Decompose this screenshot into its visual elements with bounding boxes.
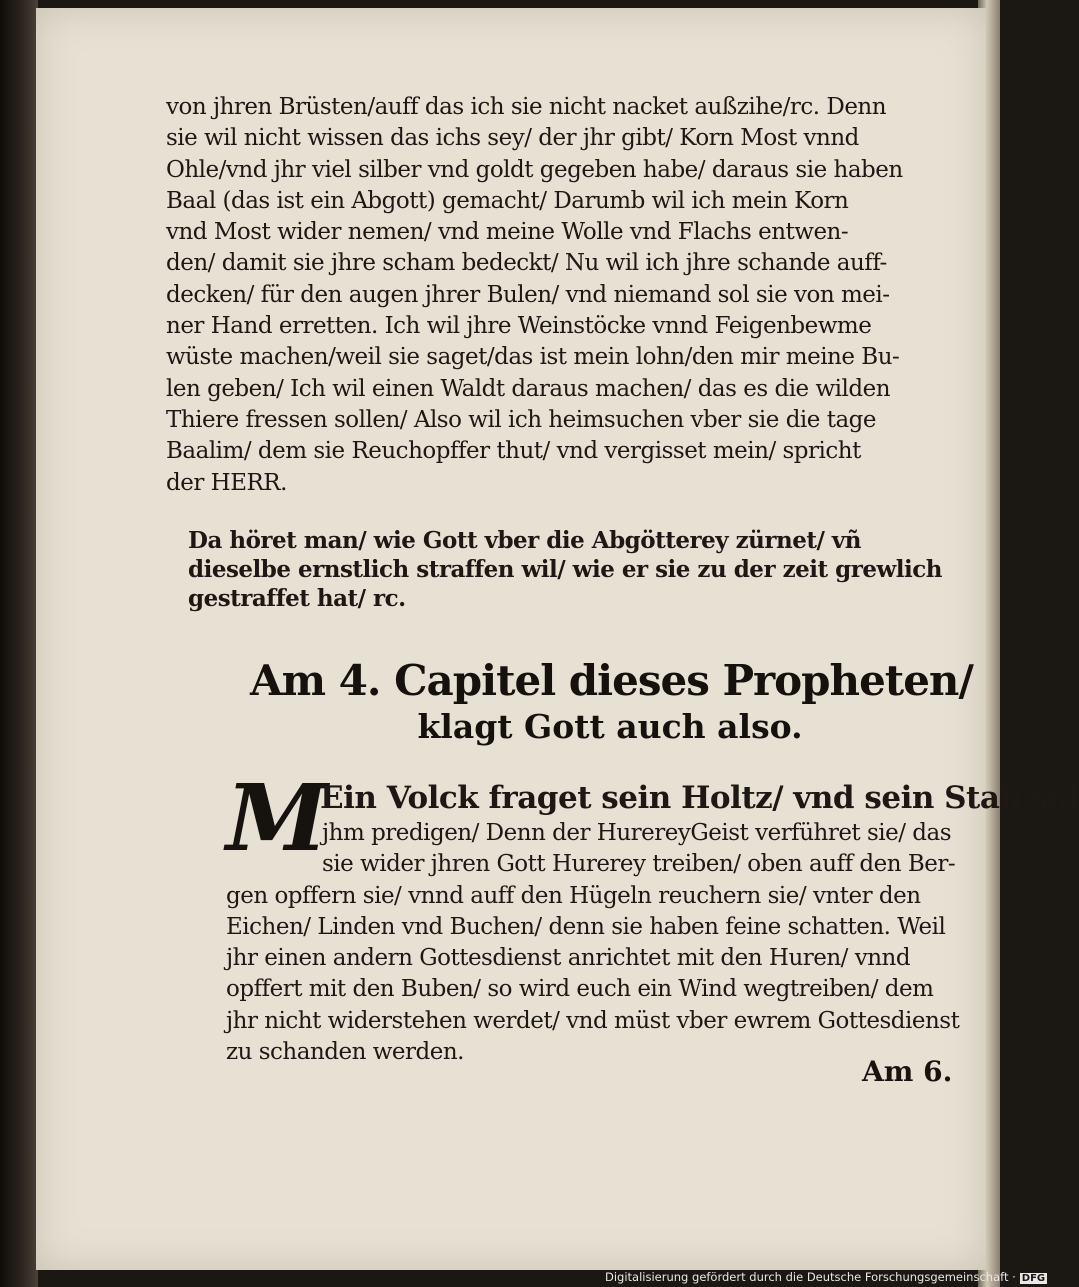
text-line: jhr einen andern Gottesdienst anrichtet mit den Huren/ vnnd xyxy=(226,945,911,972)
text-line: der HERR. xyxy=(166,469,287,496)
text-line: ner Hand erretten. Ich wil jhre Weinstöcke vnnd Feigenbewme xyxy=(166,313,872,340)
text-line: vnd Most wider nemen/ vnd meine Wolle vnd Flachs entwen- xyxy=(166,219,849,246)
footer-text: Digitalisierung gefördert durch die Deutsche Forschungsgemeinschaft · xyxy=(605,1270,1016,1284)
paragraph-2 xyxy=(188,526,942,613)
text-line: Baal (das ist ein Abgott) gemacht/ Darumb wil ich mein Korn xyxy=(166,187,849,214)
text-line: zu schanden werden. xyxy=(226,1039,464,1066)
drop-cap-initial: M xyxy=(226,764,328,872)
footer-credit xyxy=(605,1270,1047,1287)
text-line: wüste machen/weil sie saget/das ist mein lohn/den mir meine Bu- xyxy=(166,344,900,371)
paragraph-3 xyxy=(226,778,1079,1068)
text-line: Ohle/vnd jhr viel silber vnd goldt gegeben habe/ daraus sie haben xyxy=(166,156,903,183)
text-line: jhr nicht widerstehen werdet/ vnd müst vber ewrem Gottesdienst xyxy=(226,1007,960,1034)
heading-line-2: klagt Gott auch also. xyxy=(417,707,803,746)
text-line: Eichen/ Linden vnd Buchen/ denn sie haben feine schatten. Weil xyxy=(226,913,946,940)
text-line: sie wil nicht wissen das ichs sey/ der jhr gibt/ Korn Most vnnd xyxy=(166,125,859,152)
text-line: Da höret man/ wie Gott vber die Abgötterey zürnet/ vñ xyxy=(188,527,861,554)
book-spine xyxy=(0,0,38,1287)
heading-line-1: Am 4. Capitel dieses Propheten/ xyxy=(250,656,973,705)
text-line: jhm predigen/ Denn der HurereyGeist verführet sie/ das xyxy=(322,820,952,846)
dfg-logo: DFG xyxy=(1021,1273,1046,1284)
text-line: sie wider jhren Gott Hurerey treiben/ oben auff den Ber- xyxy=(322,851,956,878)
paragraph-1 xyxy=(166,92,903,499)
text-line: opffert mit den Buben/ so wird euch ein Wind wegtreiben/ dem xyxy=(226,976,934,1003)
text-line: decken/ für den augen jhrer Bulen/ vnd niemand sol sie von mei- xyxy=(166,281,890,308)
text-line: len geben/ Ich wil einen Waldt daraus machen/ das es die wilden xyxy=(166,375,891,402)
chapter-heading xyxy=(250,655,973,747)
catchword: Am 6. xyxy=(862,1055,953,1088)
text-line: von jhren Brüsten/auff das ich sie nicht nacket außzihe/rc. Denn xyxy=(166,94,887,120)
text-line-first: Ein Volck fraget sein Holtz/ vnd sein Stab sol xyxy=(320,780,1079,816)
text-line: Baalim/ dem sie Reuchopffer thut/ vnd vergisset mein/ spricht xyxy=(166,438,861,465)
text-line: dieselbe ernstlich straffen wil/ wie er sie zu der zeit grewlich xyxy=(188,556,942,583)
text-line: gen opffern sie/ vnnd auff den Hügeln reuchern sie/ vnter den xyxy=(226,882,921,909)
text-line: Thiere fressen sollen/ Also wil ich heimsuchen vber sie die tage xyxy=(166,406,876,433)
text-line: den/ damit sie jhre scham bedeckt/ Nu wil ich jhre schande auff- xyxy=(166,250,887,277)
text-line: gestraffet hat/ rc. xyxy=(188,585,406,612)
